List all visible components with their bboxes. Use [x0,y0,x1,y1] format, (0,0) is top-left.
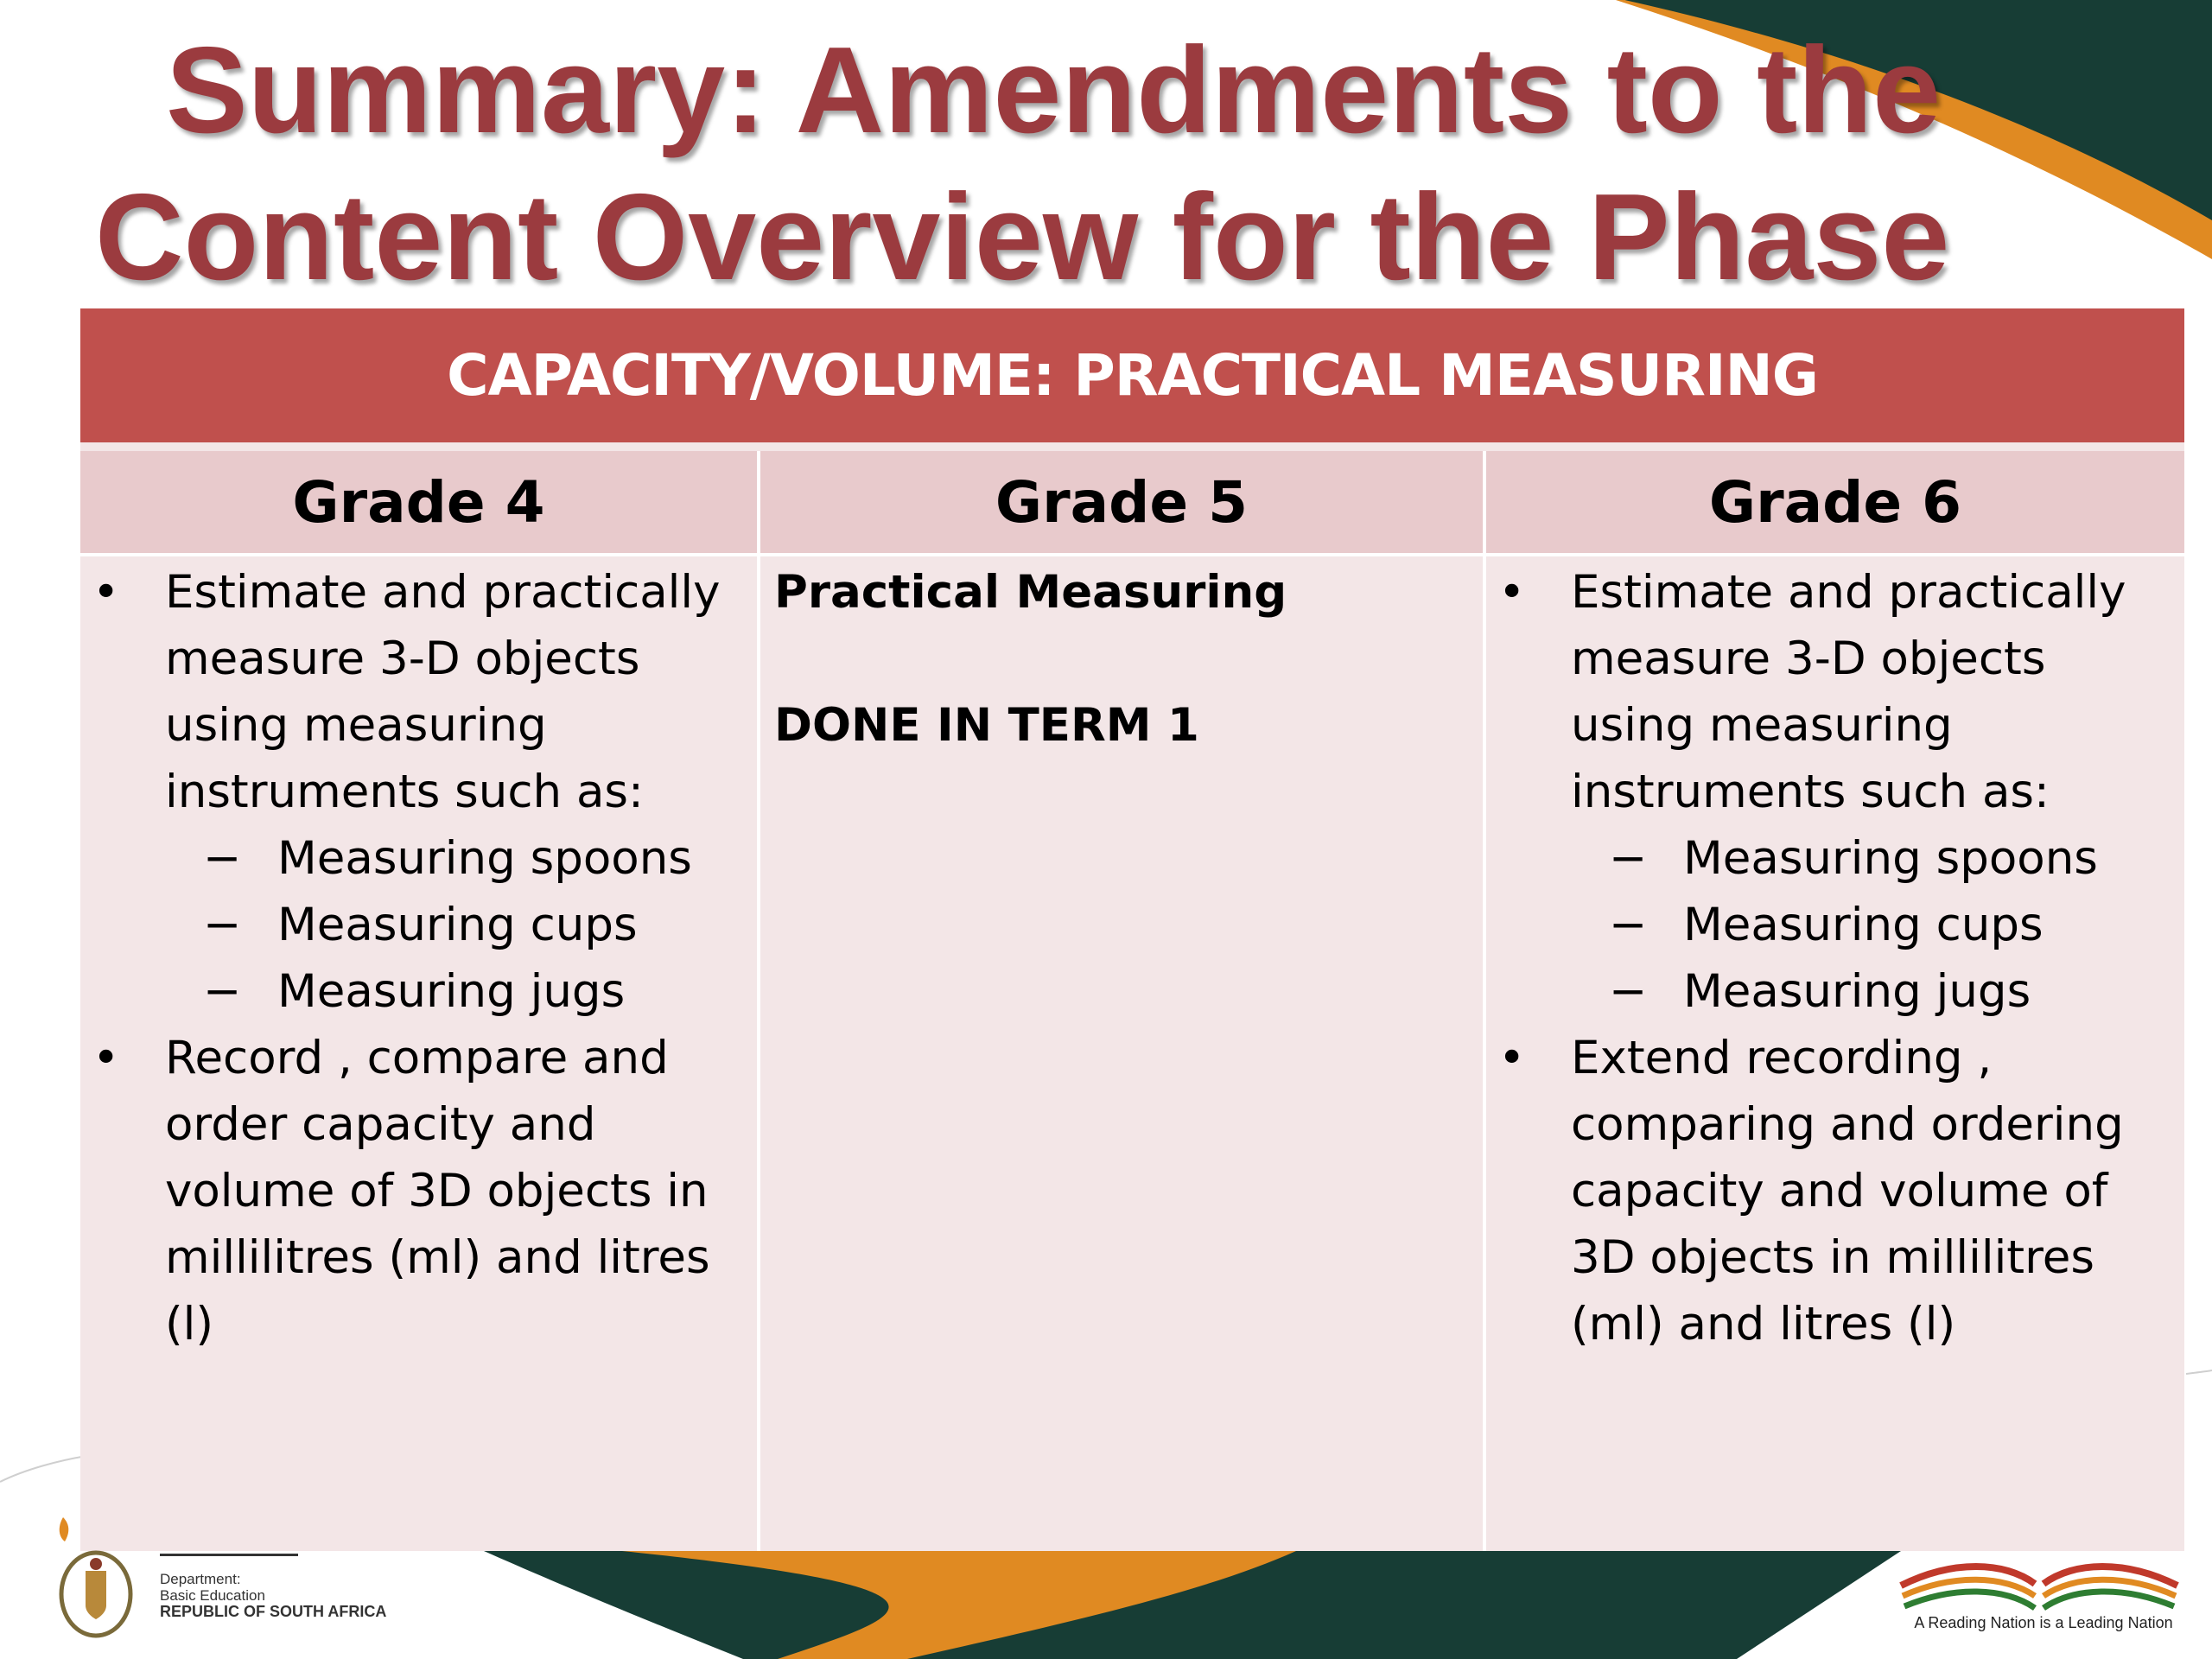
dept-line: Department: [160,1571,241,1587]
dash-icon: − [203,899,242,951]
slide-title-line-1: Summary: Amendments to the [166,22,1942,159]
department-name [160,1571,386,1620]
bottom-left-curve [0,1456,86,1482]
bullet-text: Extend recording , comparing and ordering capacity and volume of 3D objects in millilitres (ml) and litres (l) [1571,1032,2124,1351]
bullet-icon: • [92,566,120,619]
dash-icon: − [203,832,242,885]
sub-item-text: Measuring cups [1683,899,2044,951]
bullet-text: Record , compare and order capacity and volume of 3D objects in millilitres (ml) and litres (l) [165,1032,710,1351]
grade-header-row [80,451,2184,553]
grade-5-status: DONE IN TERM 1 [774,699,1199,752]
sub-list-item [1486,958,2177,1025]
sub-list-item [80,958,737,1025]
dash-icon: − [1609,899,1648,951]
dash-icon: − [1609,965,1648,1018]
bullet-icon: • [92,1032,120,1084]
slide-title [95,17,2082,311]
sub-item-text: Measuring spoons [1683,832,2098,885]
dash-icon: − [203,965,242,1018]
grade-4-list [80,559,737,1357]
dash-icon: − [1609,832,1648,885]
sub-item-text: Measuring jugs [277,965,626,1018]
list-item [1486,1025,2177,1357]
grade-5-heading: Practical Measuring [774,566,1287,619]
bullet-text: Estimate and practically measure 3-D objects using measuring instruments such as: [1571,566,2126,818]
bullet-icon: • [1498,1032,1526,1084]
content-table [80,308,2184,1551]
sub-item-text: Measuring jugs [1683,965,2031,1018]
row-divider [80,553,2184,556]
sub-item-text: Measuring spoons [277,832,692,885]
table-heading: CAPACITY/VOLUME: PRACTICAL MEASURING [80,308,2184,442]
column-header-grade-6: Grade 6 [1708,468,1962,536]
grade-6-cell [1486,559,2177,1357]
dept-line: Basic Education [160,1587,265,1604]
right-edge-curve [2186,1370,2212,1374]
sub-list-item [1486,892,2177,958]
sub-list-item [1486,825,2177,892]
grade-4-cell [80,559,737,1357]
sub-list-item [80,825,737,892]
dept-country: REPUBLIC OF SOUTH AFRICA [160,1603,387,1620]
sub-item-text: Measuring cups [277,899,638,951]
spacer [774,626,1465,692]
list-item [80,559,737,825]
list-item [80,1025,737,1357]
motto-text: A Reading Nation is a Leading Nation [1914,1614,2173,1631]
grade-5-cell [774,559,1465,759]
column-header-grade-5: Grade 5 [995,468,1249,536]
grade-6-list [1486,559,2177,1357]
sub-list-item [80,892,737,958]
bullet-text: Estimate and practically measure 3-D objects using measuring instruments such as: [165,566,721,818]
list-item [1486,559,2177,825]
bullet-icon: • [1498,566,1526,619]
column-header-grade-4: Grade 4 [292,468,545,536]
column-divider [757,451,760,1551]
slide-title-line-2: Content Overview for the Phase [95,168,1950,306]
